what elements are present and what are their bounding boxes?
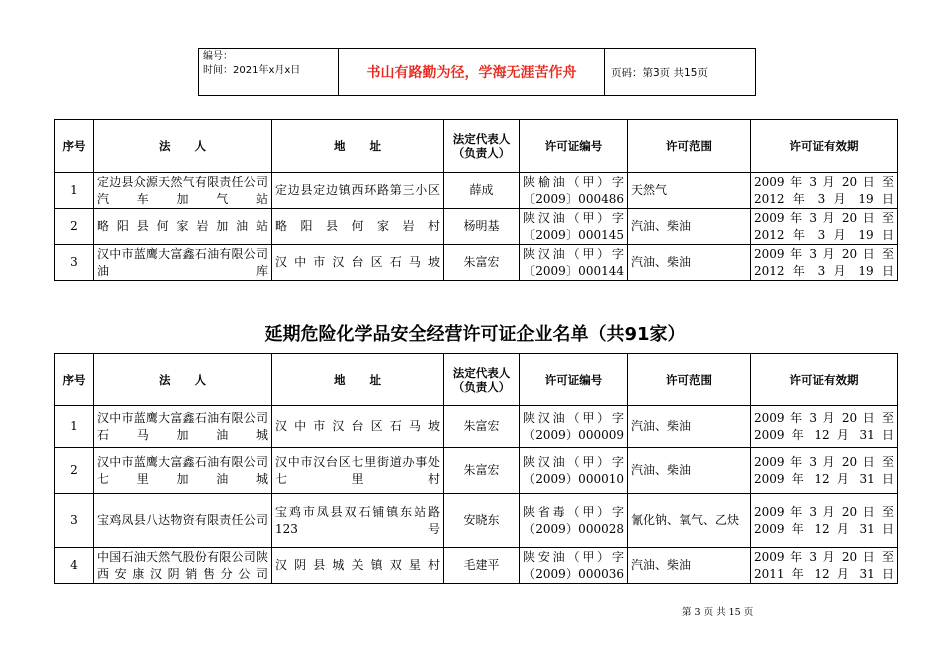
col-rep: 法定代表人（负责人） [444,120,520,173]
validity-period: 2009 年 3 月 20 日 至 2009 年 12 月 31 日 [751,406,898,448]
col-no: 序号 [55,354,94,406]
legal-entity: 宝鸡凤县八达物资有限责任公司 [94,494,272,548]
address: 汉中市汉台区石马坡 [272,245,444,281]
legal-representative: 杨明基 [444,209,520,245]
license-number: 陕省毒（甲）字（2009）000028 [520,494,628,548]
time-label: 时间：2021年x月x日 [203,65,301,76]
table-row [55,448,898,494]
motto: 书山有路勤为径，学海无涯苦作舟 [339,49,605,95]
address: 汉中市汉台区石马坡 [272,406,444,448]
section-title: 延期危险化学品安全经营许可证企业名单（共91家） [264,324,686,345]
col-scope: 许可范围 [628,354,751,406]
row-number: 3 [55,245,94,281]
legal-entity: 汉中市蓝鹰大富鑫石油有限公司石马加油城 [94,406,272,448]
legal-entity: 定边县众源天然气有限责任公司汽车加气站 [94,173,272,209]
col-license: 许可证编号 [520,120,628,173]
table-header-row [55,354,898,406]
col-name: 法 人 [94,354,272,406]
col-no: 序号 [55,120,94,173]
license-number: 陕汉油（甲）字〔2009〕000144 [520,245,628,281]
header-meta [199,49,339,95]
table-row [55,245,898,281]
license-number: 陕榆油（甲）字〔2009〕000486 [520,173,628,209]
address: 汉中市汉台区七里街道办事处七里村 [272,448,444,494]
row-number: 2 [55,209,94,245]
license-number: 陕汉油（甲）字〔2009〕000145 [520,209,628,245]
address: 略阳县何家岩村 [272,209,444,245]
col-name: 法 人 [94,120,272,173]
license-scope: 汽油、柴油 [628,448,751,494]
address: 宝鸡市凤县双石铺镇东站路123号 [272,494,444,548]
license-scope: 天然气 [628,173,751,209]
legal-representative: 朱富宏 [444,245,520,281]
license-scope: 氰化钠、氧气、乙炔 [628,494,751,548]
row-number: 1 [55,173,94,209]
row-number: 4 [55,548,94,584]
number-label: 编号： [203,51,233,62]
col-valid: 许可证有效期 [751,354,898,406]
license-table-2 [54,353,898,584]
table-row [55,209,898,245]
validity-period: 2009 年 3 月 20 日 至 2012 年 3 月 19 日 [751,245,898,281]
col-valid: 许可证有效期 [751,120,898,173]
legal-representative: 朱富宏 [444,448,520,494]
license-scope: 汽油、柴油 [628,548,751,584]
address: 汉阴县城关镇双星村 [272,548,444,584]
legal-entity: 略阳县何家岩加油站 [94,209,272,245]
col-addr: 地 址 [272,354,444,406]
legal-representative: 安晓东 [444,494,520,548]
table-row [55,494,898,548]
table-row [55,173,898,209]
row-number: 3 [55,494,94,548]
validity-period: 2009 年 3 月 20 日 至 2012 年 3 月 19 日 [751,173,898,209]
license-table-1 [54,119,898,281]
table-row [55,548,898,584]
license-number: 陕安油（甲）字（2009）000036 [520,548,628,584]
license-number: 陕汉油（甲）字（2009）000010 [520,448,628,494]
col-license: 许可证编号 [520,354,628,406]
row-number: 2 [55,448,94,494]
page-label: 页码：第3页 共15页 [611,66,708,79]
address: 定边县定边镇西环路第三小区 [272,173,444,209]
validity-period: 2009 年 3 月 20 日 至 2009 年 12 月 31 日 [751,494,898,548]
legal-entity: 中国石油天然气股份有限公司陕西安康汉阴销售分公司 [94,548,272,584]
legal-representative: 毛建平 [444,548,520,584]
legal-representative: 朱富宏 [444,406,520,448]
legal-entity: 汉中市蓝鹰大富鑫石油有限公司油库 [94,245,272,281]
col-addr: 地 址 [272,120,444,173]
page-header [198,48,756,96]
validity-period: 2009 年 3 月 20 日 至 2011 年 12 月 31 日 [751,548,898,584]
license-scope: 汽油、柴油 [628,209,751,245]
legal-entity: 汉中市蓝鹰大富鑫石油有限公司七里加油城 [94,448,272,494]
validity-period: 2009 年 3 月 20 日 至 2009 年 12 月 31 日 [751,448,898,494]
page-footer: 第 3 页 共 15 页 [682,607,754,618]
license-scope: 汽油、柴油 [628,406,751,448]
col-scope: 许可范围 [628,120,751,173]
license-number: 陕汉油（甲）字（2009）000009 [520,406,628,448]
table-row [55,406,898,448]
row-number: 1 [55,406,94,448]
license-scope: 汽油、柴油 [628,245,751,281]
col-rep: 法定代表人（负责人） [444,354,520,406]
table-header-row [55,120,898,173]
validity-period: 2009 年 3 月 20 日 至 2012 年 3 月 19 日 [751,209,898,245]
legal-representative: 薛成 [444,173,520,209]
